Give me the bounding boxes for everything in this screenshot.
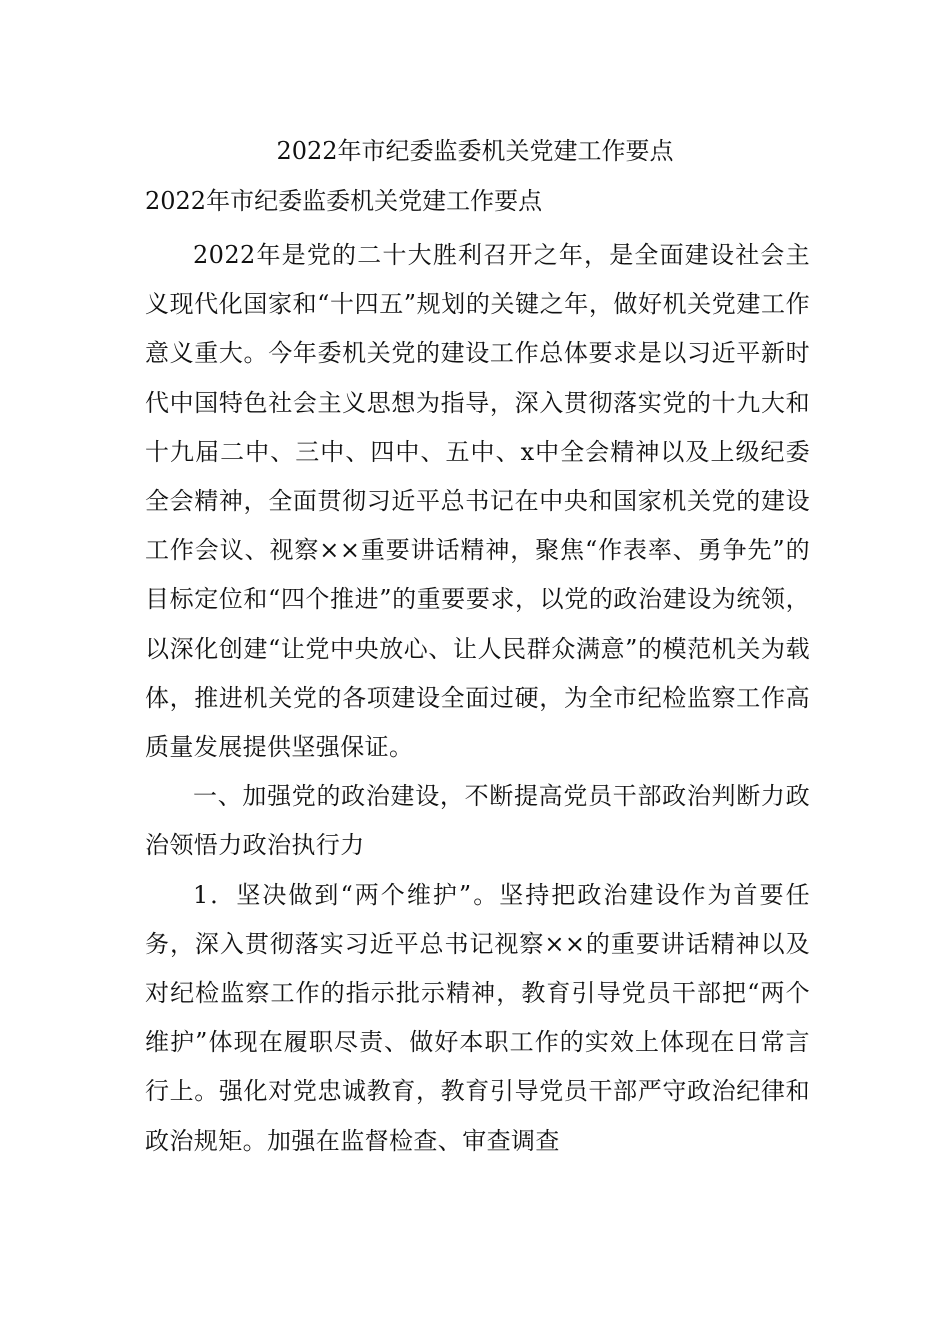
document-subtitle: 2022年市纪委监委机关党建工作要点 <box>145 187 543 215</box>
item-paragraph-1: 1．坚决做到“两个维护”。坚持把政治建设作为首要任务，深入贯彻落实习近平总书记视察××的重要讲话精神以及对纪检监察工作的指示批示精神，教育引导党员干部把“两个维护”体现在履职尽责、做好本职工作的实效上体现在日常言行上。强化对党忠诚教育，教育引导党员干部严守政治纪律和政治规矩。加强在监督检查、审查调查 <box>145 880 810 1155</box>
document-body <box>145 231 810 1166</box>
document-title: 2022年市纪委监委机关党建工作要点 <box>276 137 674 165</box>
intro-paragraph: 2022年是党的二十大胜利召开之年，是全面建设社会主义现代化国家和“十四五”规划的关键之年，做好机关党建工作意义重大。今年委机关党的建设工作总体要求是以习近平新时代中国特色社会主义思想为指导，深入贯彻落实党的十九大和十九届二中、三中、四中、五中、x中全会精神以及上级纪委全会精神，全面贯彻习近平总书记在中央和国家机关党的建设工作会议、视察××重要讲话精神，聚焦“作表率、勇争先”的目标定位和“四个推进”的重要要求，以党的政治建设为统领，以深化创建“让党中央放心、让人民群众满意”的模范机关为载体，推进机关党的各项建设全面过硬，为全市纪检监察工作高质量发展提供坚强保证。 <box>145 241 810 762</box>
section-heading-1: 一、加强党的政治建设，不断提高党员干部政治判断力政治领悟力政治执行力 <box>145 782 810 860</box>
